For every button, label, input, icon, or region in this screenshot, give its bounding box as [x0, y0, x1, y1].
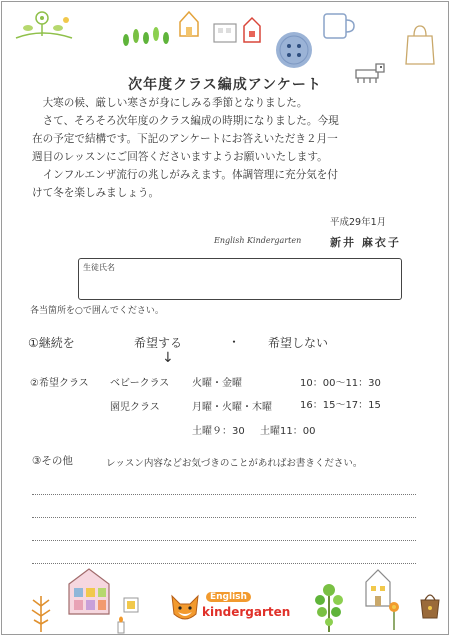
small-building-icon — [212, 18, 238, 44]
question-1-label: ①継続を — [28, 336, 75, 350]
student-name-field[interactable] — [78, 258, 402, 300]
letter-body — [32, 94, 424, 202]
letter-line: 在の予定で結構です。下記のアンケートにお答えいただき２月一 — [32, 133, 338, 145]
kindergarten-class-time: 16：15～17：15 — [300, 400, 381, 411]
baby-class-days[interactable]: 火曜・金曜 — [192, 378, 242, 389]
baby-class-time: 10：00～11：30 — [300, 378, 381, 389]
survey-sheet — [1, 1, 449, 635]
question-3-note: レッスン内容などお気づきのことがあればお書きください。 — [106, 458, 363, 469]
continue-no-option[interactable]: 希望しない — [268, 336, 329, 350]
option-separator: ・ — [228, 335, 241, 349]
flower-icon — [386, 600, 402, 630]
small-frame-icon — [122, 596, 140, 616]
issue-date: 平成29年1月 — [330, 217, 387, 228]
survey-title: 次年度クラス編成アンケート — [128, 77, 322, 93]
bare-tree-icon — [28, 592, 54, 632]
answer-line[interactable] — [32, 517, 416, 518]
baby-class-option[interactable]: ベビークラス — [110, 378, 170, 389]
question-2-label: ②希望クラス — [30, 378, 89, 389]
instruction-text: 各当箇所を○で囲んでください。 — [30, 306, 164, 316]
question-3-label: ③その他 — [32, 455, 73, 467]
green-tree-icon — [312, 578, 346, 632]
flower-sprig-icon — [12, 8, 76, 42]
kindergarten-class-option[interactable]: 園児クラス — [110, 402, 160, 413]
letter-line: 週目のレッスンにご回答くださいますようお願いいたします。 — [32, 151, 328, 163]
answer-line[interactable] — [32, 540, 416, 541]
kindergarten-class-days[interactable]: 月曜・火曜・木曜 — [192, 402, 272, 413]
saturday-1100-option[interactable]: 土曜11：00 — [260, 426, 316, 437]
school-logo — [168, 590, 291, 628]
saturday-930-option[interactable]: 土曜９：30 — [192, 426, 245, 437]
fox-mascot-icon — [168, 592, 202, 626]
tote-bag-icon — [404, 22, 436, 66]
red-house-icon — [242, 16, 262, 44]
button-icon — [274, 30, 314, 70]
letter-line: 大寒の候、厳しい寒さが身にしみる季節となりました。 — [42, 97, 308, 109]
logo-kindergarten-text: kindergarten — [202, 605, 291, 619]
continue-yes-option[interactable]: 希望する — [134, 336, 183, 350]
letter-line: インフルエンザ流行の兆しがみえます。体調管理に充分気を付 — [42, 169, 338, 181]
letter-line: けて冬を楽しみましょう。 — [32, 187, 160, 199]
down-arrow-icon: ↓ — [162, 350, 174, 366]
teacher-name: 新井 麻衣子 — [330, 236, 401, 249]
basket-icon — [418, 588, 442, 620]
letter-line: さて、そろそろ次年度のクラス編成の時期になりました。今現 — [42, 115, 339, 127]
mug-icon — [322, 10, 358, 42]
answer-line[interactable] — [32, 563, 416, 564]
house-icon — [178, 10, 200, 38]
patchwork-house-icon — [66, 566, 112, 616]
student-name-label: 生徒氏名 — [83, 263, 115, 272]
candle-icon — [114, 616, 128, 634]
school-name-english: English Kindergarten — [214, 236, 302, 245]
answer-line[interactable] — [32, 494, 416, 495]
green-leaves-icon — [120, 22, 174, 50]
logo-english-text: English — [206, 592, 251, 602]
